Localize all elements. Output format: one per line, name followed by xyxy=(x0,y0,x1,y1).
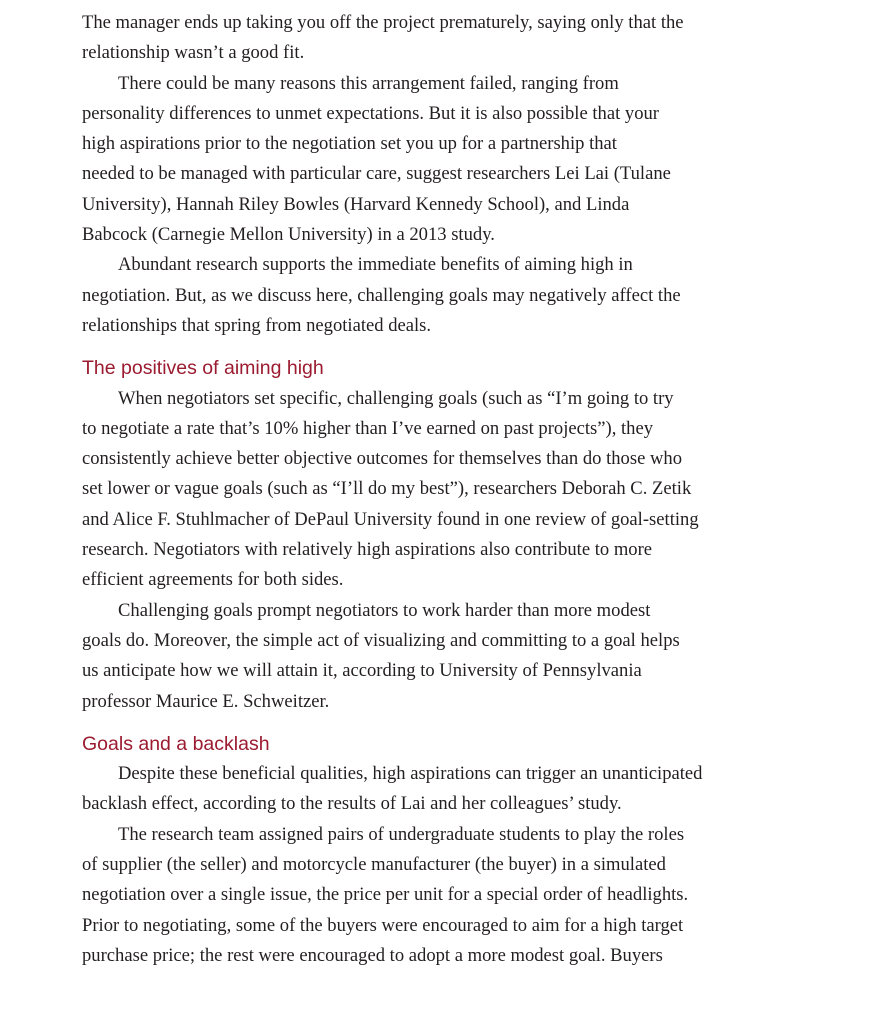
paragraph-2 xyxy=(82,69,732,251)
text-line: Despite these beneficial qualities, high aspirations can trigger an unanticipated xyxy=(118,763,703,785)
text-line: efficient agreements for both sides. xyxy=(82,569,344,591)
section-heading-backlash: Goals and a backlash xyxy=(82,732,270,755)
text-line: needed to be managed with particular care, suggest researchers Lei Lai (Tulane xyxy=(82,163,671,185)
paragraph-7 xyxy=(82,820,732,971)
text-line: goals do. Moreover, the simple act of visualizing and committing to a goal helps xyxy=(82,629,680,651)
text-line: The research team assigned pairs of undergraduate students to play the roles xyxy=(118,823,685,845)
text-line: and Alice F. Stuhlmacher of DePaul University found in one review of goal-setting xyxy=(82,508,699,530)
text-line: relationship wasn’t a good fit. xyxy=(82,42,305,64)
section-heading-positives: The positives of aiming high xyxy=(82,357,324,380)
text-line: purchase price; the rest were encouraged to adopt a more modest goal. Buyers xyxy=(82,944,663,966)
text-line: The manager ends up taking you off the project prematurely, saying only that the xyxy=(82,12,684,33)
text-line: set lower or vague goals (such as “I’ll do my best”), researchers Deborah C. Zetik xyxy=(82,478,692,500)
text-line: research. Negotiators with relatively high aspirations also contribute to more xyxy=(82,539,653,561)
text-line: negotiation over a single issue, the price per unit for a special order of headlights. xyxy=(82,884,689,906)
text-line: backlash effect, according to the results of Lai and her colleagues’ study. xyxy=(82,793,622,815)
paragraph-6 xyxy=(82,759,732,820)
paragraph-1 xyxy=(82,8,732,69)
text-line: relationships that spring from negotiated deals. xyxy=(82,314,432,336)
text-line: us anticipate how we will attain it, according to University of Pennsylvania xyxy=(82,660,642,682)
paragraph-4 xyxy=(82,384,732,596)
text-line: Challenging goals prompt negotiators to work harder than more modest xyxy=(118,599,651,621)
text-line: There could be many reasons this arrangement failed, ranging from xyxy=(118,72,619,94)
text-line: Abundant research supports the immediate benefits of aiming high in xyxy=(118,254,633,276)
paragraph-5 xyxy=(82,596,732,717)
article-page xyxy=(82,8,732,971)
text-line: consistently achieve better objective outcomes for themselves than do those who xyxy=(82,448,682,470)
text-line: of supplier (the seller) and motorcycle manufacturer (the buyer) in a simulated xyxy=(82,854,666,876)
text-line: personality differences to unmet expectations. But it is also possible that your xyxy=(82,102,659,124)
text-line: negotiation. But, as we discuss here, challenging goals may negatively affect the xyxy=(82,284,681,306)
text-line: high aspirations prior to the negotiation set you up for a partnership that xyxy=(82,133,617,155)
text-line: to negotiate a rate that’s 10% higher than I’ve earned on past projects”), they xyxy=(82,417,654,439)
paragraph-3 xyxy=(82,250,732,341)
text-line: professor Maurice E. Schweitzer. xyxy=(82,690,330,712)
text-line: Prior to negotiating, some of the buyers were encouraged to aim for a high target xyxy=(82,914,684,936)
text-line: University), Hannah Riley Bowles (Harvard Kennedy School), and Linda xyxy=(82,193,630,215)
text-line: When negotiators set specific, challenging goals (such as “I’m going to try xyxy=(118,387,674,409)
text-line: Babcock (Carnegie Mellon University) in a 2013 study. xyxy=(82,224,495,246)
